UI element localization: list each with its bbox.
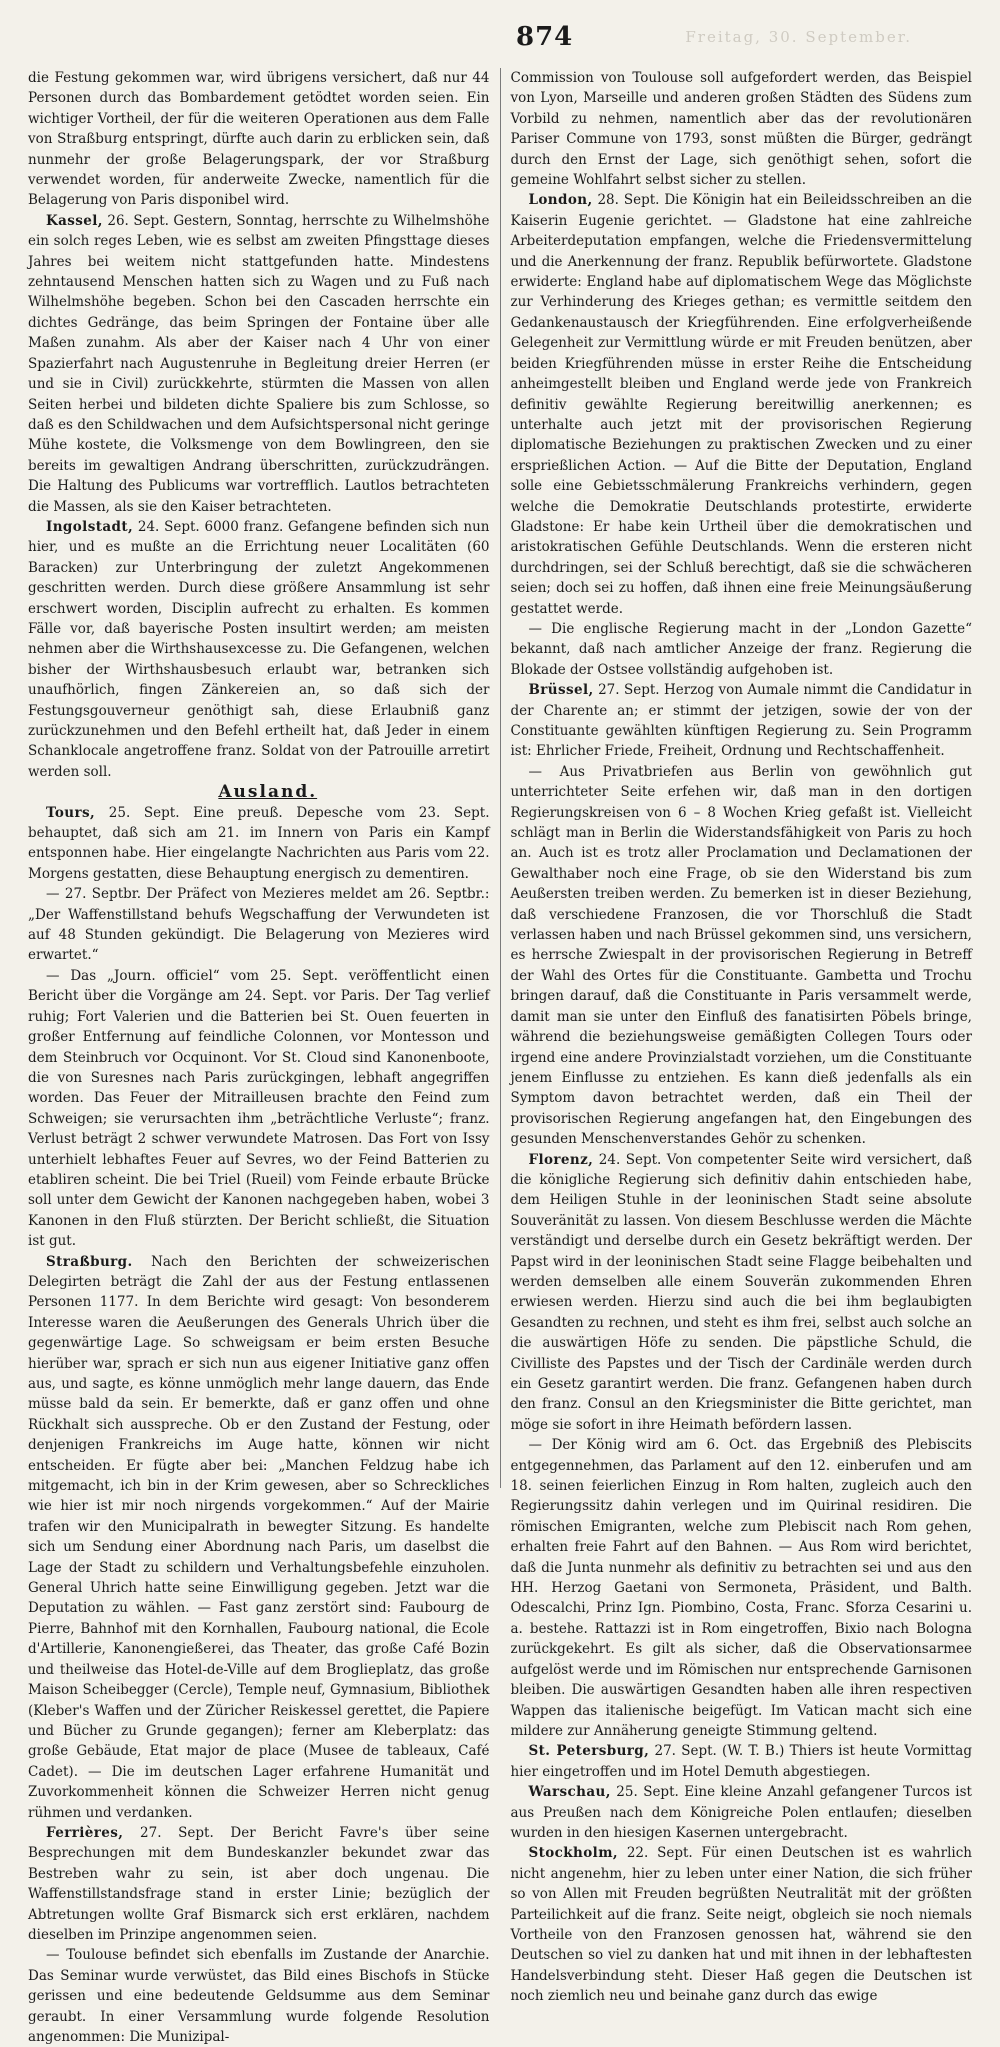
article-journal-officiel: — Das „Journ. officiel“ vom 25. Sept. veröffentlicht einen Bericht über die Vorgänge am 24. Sept. vor Paris. Der Tag verlief ruhig; Fort Valerien und die Batterien bei St. Ouen feuerten in großer Entfernung auf feindliche Colonnen, vor Montesson und dem Steinbruch vor Ocquinont. Vor St. Cloud sind Kanonenboote, die von Suresnes nach Paris zurückgingen, lebhaft angegriffen worden. Das Feuer der Mitrailleusen brachte den Feind zum Schweigen; sie verursachten ihm „beträchtliche Verluste“; franz. Verlust beträgt 2 schwer verwundete Matrosen. Das Fort von Issy unterhielt lebhaftes Feuer auf Sevres, wo der Feind Batterien zu etabliren scheint. Die bei Triel (Rueil) vom Feinde erbaute Brücke soll unter dem Gewicht der Kanonen nachgegeben haben, wobei 3 Kanonen in den Fluß stürzten. Der Bericht schließt, die Situation ist gut.	[28, 967, 490, 1250]
section-heading-ausland: Ausland.	[218, 782, 318, 803]
article-text: 28. Sept. Die Königin hat ein Beileidsschreiben an die Kaiserin Eugenie gerichtet. — Gladstone hat eine zahlreiche Arbeiterdeputation empfangen, welche die Friedensvermittelung und die Anerkennung der franz. Republik befürwortete. Gladstone erwiderte: England habe auf diplomatischem Wege das Möglichste zur Verhinderung des Krieges gethan; es vermittle seitdem den Gedankenaustausch der Kriegführenden. Eine erfolgverheißende Gelegenheit zur Vermittlung würde er mit Freuden benützen, aber beiden Kriegführenden müsse in erster Reihe die Entscheidung anheimgestellt bleiben und England werde jede von Frankreich definitiv gewählte Regierung bereitwillig anerkennen; es unterhalte auch jetzt mit der provisorischen Regierung diplomatische Beziehungen zu praktischen Zwecken und zu einer ersprießlichen Action. — Auf die Bitte der Deputation, England solle eine Gebietsschmälerung Frankreichs verhindern, gegen welche die Demokratie Deutschlands protestirte, erwiderte Gladstone: Er habe kein Urtheil über die demokratischen und aristokratischen Gefühle Deutschlands. Wenn die ersteren nicht durchdringen, sei der Schluß berechtigt, daß sie die schwächeren seien; doch sei zu hoffen, daß ihnen eine freie Meinungsäußerung gestattet werde.	[510, 192, 972, 617]
page-number: 874	[516, 22, 574, 52]
article-bruessel	[510, 680, 972, 762]
article-strassburg	[28, 1252, 490, 1823]
article-london-gazette: — Die englische Regierung macht in der „London Gazette“ bekannt, daß nach amtlicher Anzeige der franz. Regierung die Blokade der Ostsee vollständig aufgehoben ist.	[510, 620, 972, 678]
article-stockholm	[510, 1843, 972, 2006]
article-ferrieres	[28, 1823, 490, 1945]
text-columns	[28, 68, 972, 2045]
dateline-place: Tours,	[46, 804, 96, 821]
article-text: 26. Sept. Gestern, Sonntag, herrschte zu Wilhelmshöhe ein solch reges Leben, wie es selbst am zweiten Pfingsttage dieses Jahres bei weitem nicht stattgefunden hatte. Mindestens zehntausend Menschen hatten sich zu Wagen und zu Fuß nach Wilhelmshöhe begeben. Schon bei den Cascaden herrschte ein dichtes Gedränge, das beim Springen der Fontaine über alle Maßen zunahm. Als aber der Kaiser nach 4 Uhr von einer Spazierfahrt nach Augustenruhe in Begleitung dreier Herren (er und sie in Civil) zurückkehrte, stürmten die Massen von allen Seiten herbei und bildeten dichte Spaliere bis zum Schlosse, so daß es den Schildwachen und dem Aufsichtspersonal nicht geringe Mühe kostete, die Volksmenge von dem Bowlingreen, den sie bereits im gewaltigen Andrang überschritten, zurückzudrängen. Die Haltung des Publicums war vortrefflich. Lautlos betrachteten die Massen, als sie den Kaiser betrachteten.	[28, 212, 490, 515]
dateline-place: Ferrières,	[46, 1824, 124, 1841]
article-text: Nach den Berichten der schweizerischen Delegirten beträgt die Zahl der aus der Festung entlassenen Personen 1177. In dem Berichte wird gesagt: Von besonderem Interesse waren die Aeußerungen des Generals Uhrich über die gegenwärtige Lage. So schweigsam er beim ersten Besuche hierüber war, sprach er sich nun aus eigener Initiative ganz offen aus, und sagte, es könne unmöglich mehr lange dauern, das Ende müsse bald da sein. Er bemerkte, daß er ganz offen und ohne Rückhalt sich ausspreche. Ob er den Zustand der Festung, oder denjenigen Frankreichs im Auge hatte, können wir nicht entscheiden. Er fügte aber bei: „Manchen Feldzug habe ich mitgemacht, ich bin in der Krim gewesen, aber so Schreckliches wie hier ist mir noch nirgends vorgekommen.“ Auf der Mairie trafen wir den Municipalrath in bewegter Sitzung. Es handelte sich um Sendung einer Abordnung nach Paris, um daselbst die Lage der Stadt zu schildern und Verhaltungsbefehle einzuholen. General Uhrich hatte seine Einwilligung gegeben. Jetzt war die Deputation zu wählen. — Fast ganz zerstört sind: Faubourg de Pierre, Bahnhof mit den Kornhallen, Faubourg national, die Ecole d'Artillerie, Kanonengießerei, das Theater, das große Café Bozin und theilweise das Hotel-de-Ville auf dem Broglieplatz, das große Maison Scheibegger (Cercle), Temple neuf, Gymnasium, Bibliothek (Kleber's Waffen und der Züricher Reiskessel gerettet, die Papiere und Bücher zu Grunde gegangen); ferner am Kleberplatz: das große Gebäude, Etat major de place (Musee de tableaux, Café Cadet). — Die im deutschen Lager erfahrene Humanität und Zuvorkommenheit können die Schweizer Herren nicht genug rühmen und verdanken.	[28, 1253, 490, 1821]
dateline-place: Florenz,	[528, 1151, 594, 1168]
bleed-through-header: Freitag, 30. September.	[685, 28, 912, 46]
article-warschau	[510, 1782, 972, 1843]
article-text: 24. Sept. Von competenter Seite wird versichert, daß die königliche Regierung sich definitiv dahin entschieden habe, dem Heiligen Stuhle in der leoninischen Stadt seine absolute Souveränität zu lassen. Von diesem Beschlusse werden die Mächte verständigt und derselbe durch ein Gesetz bekräftigt werden. Der Papst wird in der leoninischen Stadt seine Flagge beibehalten und werden demselben alle einem Souverän zukommenden Ehren erwiesen werden. Hierzu sind auch die bei ihm beglaubigten Gesandten zu rechnen, und steht es ihm frei, selbst auch solche an die auswärtigen Höfe zu senden. Die päpstliche Schuld, die Civilliste des Papstes und der Tisch der Cardinäle werden durch ein Gesetz garantirt werden. Die franz. Gefangenen haben durch den franz. Consul an den Kriegsminister die Bitte gerichtet, man möge sie sofort in ihre Heimath befördern lassen.	[510, 1151, 972, 1433]
dateline-place: Kassel,	[46, 212, 103, 229]
article-tours	[28, 803, 490, 885]
dateline-place: Straßburg.	[46, 1253, 133, 1270]
dateline-place: Brüssel,	[528, 682, 594, 699]
article-text: 27. Sept. Herzog von Aumale nimmt die Candidatur in der Charente an; er stimmt der jetzigen, sowie der von der Constituante gewählten künftigen Regierung zu. Sein Programm ist: Ehrlicher Friede, Freiheit, Ordnung und Rechtschaffenheit.	[510, 682, 972, 760]
right-column	[510, 68, 972, 2005]
dateline-place: London,	[528, 192, 593, 209]
article-text: 27. Sept. (W. T. B.) Thiers ist heute Vormittag hier eingetroffen und im Hotel Demuth abgestiegen.	[510, 1743, 972, 1780]
article-privatbriefe: — Aus Privatbriefen aus Berlin von gewöhnlich gut unterrichteter Seite erfehen wir, daß man in den dortigen Regierungskreisen von 6 – 8 Wochen Krieg gefaßt ist. Vielleicht schlägt man in Berlin die Widerstandsfähigkeit von Paris zu hoch an. Auch ist es trotz aller Proclamation und Declamationen der Gewalthaber noch eine Frage, ob sie den Widerstand bis zum Aeußersten treiben werden. Zu bemerken ist in dieser Beziehung, daß verschiedene Franzosen, die vor Thorschluß die Stadt verlassen haben und nach Brüssel gekommen sind, uns versichern, es herrsche Zwiespalt in der provisorischen Regierung in Betreff der Wahl des Ortes für die Constituante. Gambetta und Trochu bringen darauf, daß die Constituante in Paris versammelt werde, damit man sie unter den Einfluß des fanatisirten Pöbels bringe, während die beziehungsweise gemäßigten Collegen Tours oder irgend eine andere Provinzialstadt vorziehen, um die Constituante jenem Einflusse zu entziehen. Es kann dieß jedenfalls als ein Symptom davon betrachtet werden, daß ein Theil der provisorischen Regierung angefangen hat, den Eingebungen des gesunden Menschenverstandes Gehör zu schenken.	[510, 763, 972, 1148]
article-text: 25. Sept. Eine preuß. Depesche vom 23. Sept. behauptet, daß sich am 21. im Innern von Paris ein Kampf entsponnen habe. Hier eingelangte Nachrichten aus Paris vom 22. Morgens gestatten, diese Behauptung energisch zu dementiren.	[28, 804, 490, 882]
article-ingolstadt	[28, 517, 490, 782]
dateline-place: Stockholm,	[528, 1845, 618, 1862]
article-kassel	[28, 211, 490, 517]
article-text: 25. Sept. Eine kleine Anzahl gefangener Turcos ist aus Preußen nach dem Königreiche Polen entlaufen; dieselben wurden in den hiesigen Kasernen untergebracht.	[510, 1784, 972, 1841]
dateline-place: St. Petersburg,	[528, 1743, 650, 1760]
article-text: 22. Sept. Für einen Deutschen ist es wahrlich nicht angenehm, hier zu leben unter einer Nation, die sich früher so von Allen mit Freuden begrüßten Neutralität mit der größten Parteilichkeit auf die franz. Seite neigt, obgleich sie noch niemals Vortheile von den Franzosen genossen hat, während sie den Deutschen so viel zu danken hat und mit ihnen in der lebhaftesten Handelsverbindung steht. Dieser Haß gegen die Deutschen ist noch ziemlich neu und beinahe ganz durch das ewige	[510, 1845, 972, 2005]
dateline-place: Ingolstadt,	[46, 518, 134, 535]
article-florenz	[510, 1150, 972, 1436]
left-column	[28, 68, 490, 2045]
article-text: 27. Sept. Der Bericht Favre's über seine Besprechungen mit dem Bundeskanzler bekundet zwar das Bestreben wahr zu sein, ist aber doch ungenau. Die Waffenstillstandsfrage stand in erster Linie; bezüglich der Abtretungen wollte Graf Bismarck sich erst erklären, nachdem dieselben im Prinzipe angenommen seien.	[28, 1824, 490, 1943]
dateline-place: Warschau,	[528, 1784, 611, 1801]
column-divider	[500, 68, 501, 1488]
article-mezieres: — 27. Septbr. Der Präfect von Mezieres meldet am 26. Septbr.: „Der Waffenstillstand behufs Wegschaffung der Verwundeten ist auf 48 Stunden gekündigt. Die Belagerung von Mezieres wird erwartet.“	[28, 886, 490, 964]
article-continuation: Commission von Toulouse soll aufgefordert werden, das Beispiel von Lyon, Marseille und anderen großen Städten des Südens zum Vorbild zu nehmen, namentlich aber das der revolutionären Pariser Commune von 1793, sonst müßten die Bürger, gedrängt durch den Ernst der Lage, sich genöthigt sehen, sofort die gemeine Wohlfahrt selbst sicher zu stellen.	[510, 70, 972, 189]
article-london	[510, 190, 972, 619]
article-rom: — Der König wird am 6. Oct. das Ergebniß des Plebiscits entgegennehmen, das Parlament auf den 12. einberufen und am 18. seinen feierlichen Einzug in Rom halten, zugleich auch den Regierungssitz dahin verlegen und im Quirinal residiren. Die römischen Emigranten, welche zum Plebiscit nach Rom gehen, erhalten freie Fahrt auf den Bahnen. — Aus Rom wird berichtet, daß die Junta nunmehr als definitiv zu betrachten sei und aus den HH. Herzog Gaetani von Sermoneta, Präsident, und Balth. Odescalchi, Prinz Ign. Piombino, Costa, Franc. Sforza Cesarini u. a. bestehe. Rattazzi ist in Rom eingetroffen, Bixio nach Bologna zurückgekehrt. Es gilt als sicher, daß die Observationsarmee aufgelöst werde und im Römischen nur entsprechende Garnisonen bleiben. Die auswärtigen Gesandten haben alle ihren respectiven Wappen das italienische beigefügt. Im Vatican macht sich eine mildere zur Annäherung geneigte Stimmung geltend.	[510, 1437, 972, 1739]
article-text: 24. Sept. 6000 franz. Gefangene befinden sich nun hier, und es mußte an die Errichtung neuer Localitäten (60 Baracken) zur Unterbringung der zuletzt Angekommenen geschritten werden. Durch diese größere Ansammlung ist sehr erschwert worden, Disciplin aufrecht zu erhalten. Es kommen Fälle vor, daß bayerische Posten insultirt werden; am meisten nehmen aber die Wirthshausexcesse zu. Die Gefangenen, welchen bisher der Wirthshausbesuch erlaubt war, betranken sich unaufhörlich, fingen Zänkereien an, so daß sich der Festungsgouverneur genöthigt sah, diese Erlaubniß ganz zurückzunehmen und den Befehl ertheilt hat, daß Jeder in einem Schanklocale angetroffene franz. Soldat von der Patrouille arretirt werden soll.	[28, 518, 490, 780]
article-st-petersburg	[510, 1741, 972, 1782]
page-header	[28, 20, 972, 68]
article-toulouse: — Toulouse befindet sich ebenfalls im Zustande der Anarchie. Das Seminar wurde verwüstet, das Bild eines Bischofs in Stücke gerissen und eine bedeutende Geldsumme aus dem Seminar geraubt. In einer Versammlung wurde folgende Resolution angenommen: Die Munizipal-	[28, 1947, 490, 2045]
article-continuation: die Festung gekommen war, wird übrigens versichert, daß nur 44 Personen durch das Bombardement getödtet worden seien. Ein wichtiger Vortheil, der für die weiteren Operationen aus dem Falle von Straßburg entspringt, dürfte auch darin zu erblicken sein, daß nunmehr der große Belagerungspark, der vor Straßburg verwendet worden, für anderweite Zwecke, namentlich für die Belagerung von Paris disponibel wird.	[28, 70, 490, 209]
